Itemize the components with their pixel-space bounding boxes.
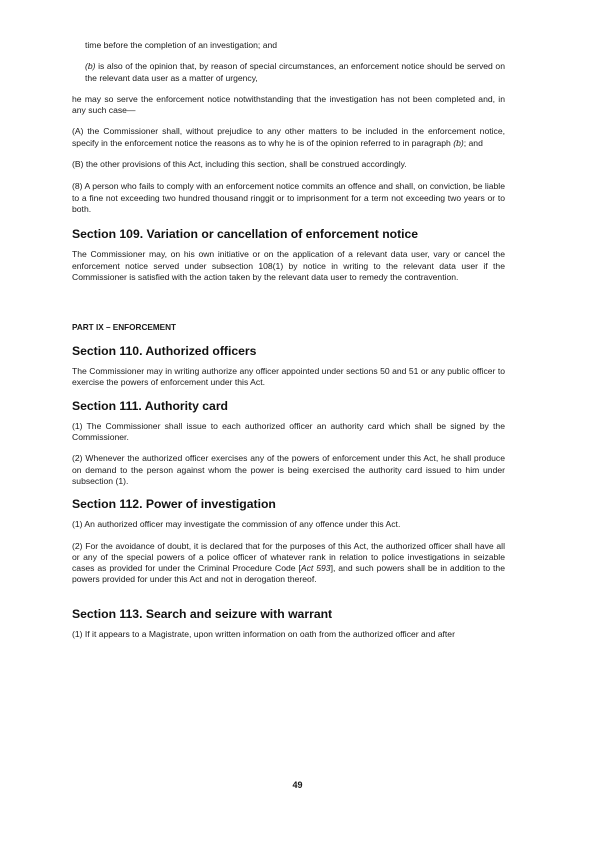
section-111-subsection-1: (1) The Commissioner shall issue to each authorized officer an authority card which shall be signed by the Commissioner. — [72, 420, 505, 443]
paragraph-b-label: (b) — [85, 61, 96, 72]
section-113-subsection-1: (1) If it appears to a Magistrate, upon written information on oath from the authorized officer and after — [72, 628, 455, 639]
document-page — [72, 40, 505, 640]
section-109-title: Section 109. Variation or cancellation of enforcement notice — [72, 227, 419, 242]
paragraph-B: (B) the other provisions of this Act, including this section, shall be construed accordingly. — [72, 159, 407, 170]
section-112-subsection-2-post: ], and such powers shall be in addition to the powers provided for under this Act and not in derogation thereof. — [72, 563, 505, 585]
paragraph-8: (8) A person who fails to comply with an enforcement notice commits an offence and shall, on conviction, be liable to a fine not exceeding two hundred thousand ringgit or to imprisonment for a term not exceeding two years or to both. — [72, 181, 505, 214]
paragraph-A-pre: (A) the Commissioner shall, without prejudice to any other matters to be included in the enforcement notice, specify in the enforcement notice the reasons as to why he is of the opinion referred to in paragraph — [72, 126, 505, 148]
paragraph-he-may: he may so serve the enforcement notice notwithstanding that the investigation has not been completed and, in any such case— — [72, 93, 505, 116]
section-112-subsection-2 — [72, 541, 505, 586]
part-ix-title: PART IX – ENFORCEMENT — [72, 323, 177, 333]
section-112-title: Section 112. Power of investigation — [72, 497, 276, 512]
section-112-subsection-2-pre: (2) For the avoidance of doubt, it is declared that for the purposes of this Act, the authorized officer shall have all or any of the special powers of a police officer of whatever rank in relation to police investigations in seizable cases as provided for under the Criminal Procedure Code [ — [72, 540, 505, 574]
paragraph-continuation: time before the completion of an investigation; and — [85, 40, 278, 50]
act-593-reference: Act 593 — [300, 563, 331, 574]
section-111-subsection-2: (2) Whenever the authorized officer exercises any of the powers of enforcement under this Act, he shall produce on demand to the person against whom the power is being exercised the authority card issued to him under subsection (1). — [72, 453, 505, 486]
section-110-text: The Commissioner may in writing authorize any officer appointed under sections 50 and 51 or any public officer to exercise the powers of enforcement under this Act. — [72, 366, 505, 388]
paragraph-A-post: ; and — [463, 137, 483, 148]
paragraph-A-italic: (b) — [453, 137, 464, 148]
paragraph-A — [72, 126, 505, 149]
section-111-title: Section 111. Authority card — [72, 398, 229, 413]
section-112-subsection-1: (1) An authorized officer may investigate the commission of any offence under this Act. — [72, 519, 401, 530]
section-109-text: The Commissioner may, on his own initiative or on the application of a relevant data user, vary or cancel the enforcement notice served under subsection 108(1) by notice in writing to the relevant data user if the Commissioner is satisfied with the action taken by the relevant data user to remedy the contravention. — [72, 249, 505, 282]
page-number: 49 — [292, 780, 303, 790]
paragraph-b — [72, 61, 505, 84]
section-110-title: Section 110. Authorized officers — [72, 344, 257, 359]
paragraph-b-text: is also of the opinion that, by reason of special circumstances, an enforcement notice should be served on the relevant data user as a matter of urgency, — [85, 61, 505, 83]
section-113-title: Section 113. Search and seizure with warrant — [72, 606, 333, 621]
